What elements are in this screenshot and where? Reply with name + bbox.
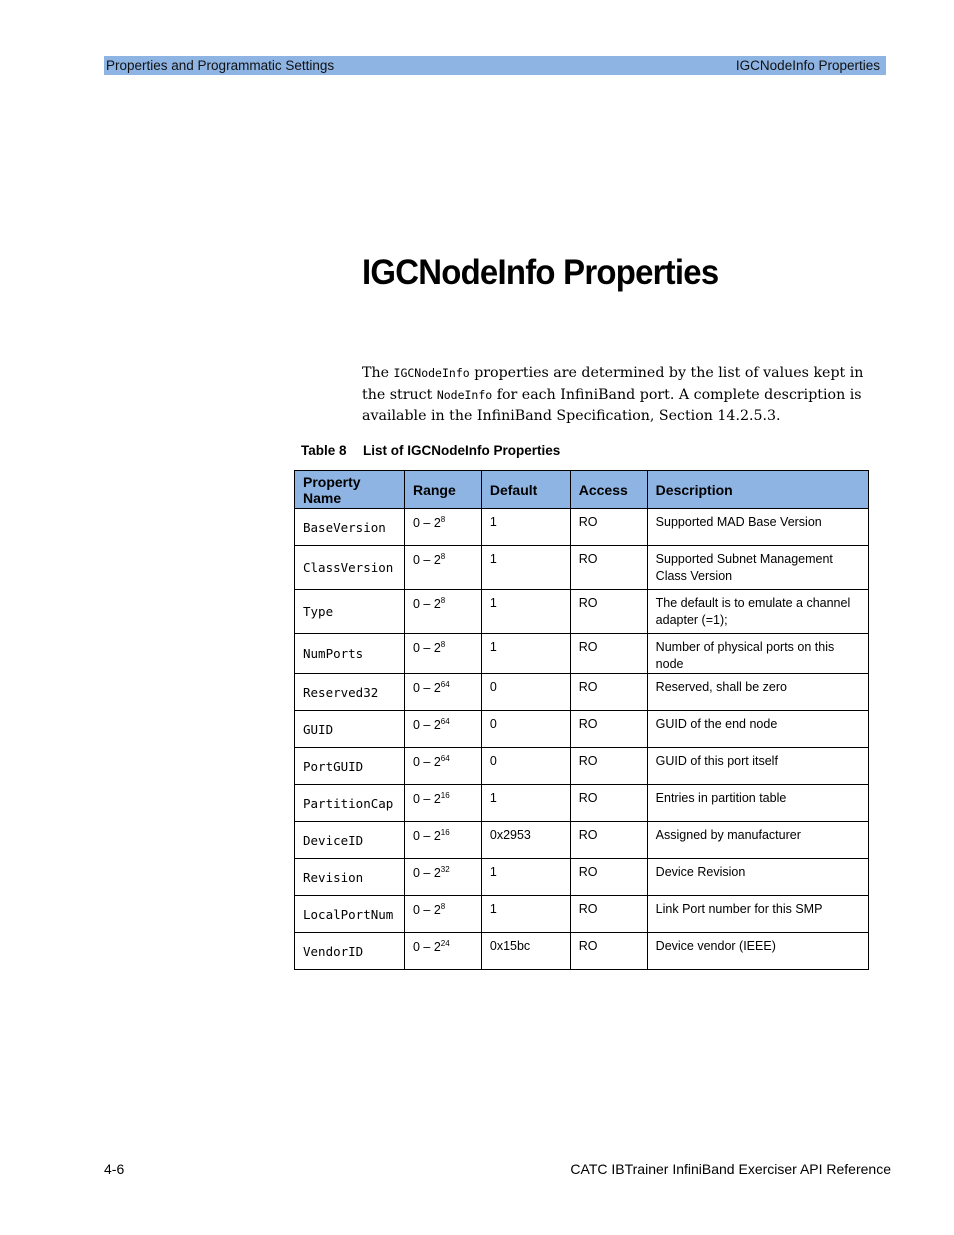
cell-property-name: Reserved32 <box>295 674 405 711</box>
range-base: 0 – 2 <box>412 553 441 568</box>
range-base: 0 – 2 <box>412 903 441 918</box>
intro-code-nodeinfo: NodeInfo <box>436 387 493 402</box>
page-number: 4-6 <box>104 1161 125 1177</box>
cell-property-name: VendorID <box>295 933 405 970</box>
cell-property-name: DeviceID <box>295 822 405 859</box>
cell-range <box>404 590 481 634</box>
cell-description: GUID of the end node <box>647 711 868 748</box>
cell-default: 0 <box>481 711 570 748</box>
range-exponent: 8 <box>440 515 446 524</box>
range-base: 0 – 2 <box>412 597 441 612</box>
cell-property-name: ClassVersion <box>295 546 405 590</box>
cell-access: RO <box>570 711 647 748</box>
cell-property-name: BaseVersion <box>295 509 405 546</box>
range-exponent: 64 <box>440 680 450 689</box>
cell-property-name: NumPorts <box>295 634 405 674</box>
cell-property-name: PartitionCap <box>295 785 405 822</box>
cell-range <box>404 634 481 674</box>
cell-property-name: PortGUID <box>295 748 405 785</box>
table-row <box>295 590 869 634</box>
cell-range <box>404 859 481 896</box>
cell-access: RO <box>570 590 647 634</box>
cell-range <box>404 546 481 590</box>
cell-default: 1 <box>481 896 570 933</box>
table-caption-number: Table 8 <box>301 443 347 458</box>
range-exponent: 32 <box>440 865 450 874</box>
cell-access: RO <box>570 634 647 674</box>
range-base: 0 – 2 <box>412 792 441 807</box>
intro-text-1: The <box>362 365 394 381</box>
table-row <box>295 634 869 674</box>
table-caption <box>301 443 560 458</box>
cell-property-name: GUID <box>295 711 405 748</box>
range-base: 0 – 2 <box>412 718 441 733</box>
table-header-row <box>295 471 869 509</box>
cell-access: RO <box>570 674 647 711</box>
cell-range <box>404 748 481 785</box>
cell-description: The default is to emulate a channel adapter (=1); <box>647 590 868 634</box>
cell-description: Supported Subnet Management Class Version <box>647 546 868 590</box>
cell-access: RO <box>570 822 647 859</box>
footer-document-title: CATC IBTrainer InfiniBand Exerciser API Reference <box>570 1161 891 1177</box>
cell-access: RO <box>570 785 647 822</box>
cell-default: 1 <box>481 785 570 822</box>
table-row <box>295 509 869 546</box>
table-row <box>295 822 869 859</box>
cell-range <box>404 896 481 933</box>
header-description: Description <box>647 471 868 509</box>
cell-description: GUID of this port itself <box>647 748 868 785</box>
cell-access: RO <box>570 933 647 970</box>
cell-default: 0 <box>481 674 570 711</box>
cell-access: RO <box>570 509 647 546</box>
range-base: 0 – 2 <box>412 641 441 656</box>
cell-default: 1 <box>481 509 570 546</box>
range-exponent: 16 <box>440 791 450 800</box>
range-base: 0 – 2 <box>412 681 441 696</box>
cell-description: Entries in partition table <box>647 785 868 822</box>
cell-description: Supported MAD Base Version <box>647 509 868 546</box>
cell-property-name: Revision <box>295 859 405 896</box>
cell-access: RO <box>570 896 647 933</box>
cell-default: 1 <box>481 590 570 634</box>
cell-description: Assigned by manufacturer <box>647 822 868 859</box>
cell-description: Device Revision <box>647 859 868 896</box>
intro-code-igcnodeinfo: IGCNodeInfo <box>393 366 470 380</box>
range-base: 0 – 2 <box>412 829 441 844</box>
header-property-name: Property Name <box>295 471 405 509</box>
cell-default: 0 <box>481 748 570 785</box>
range-base: 0 – 2 <box>412 755 441 770</box>
table-row <box>295 546 869 590</box>
cell-default: 0x2953 <box>481 822 570 859</box>
header-topic-title: IGCNodeInfo Properties <box>735 58 880 73</box>
table-row <box>295 748 869 785</box>
cell-access: RO <box>570 546 647 590</box>
page-title: IGCNodeInfo Properties <box>362 253 719 292</box>
intro-text-2: properties are determined by the list of values kept in the struct <box>362 365 864 403</box>
range-exponent: 64 <box>440 717 450 726</box>
table-row <box>295 933 869 970</box>
table-row <box>295 859 869 896</box>
range-exponent: 8 <box>440 902 446 911</box>
running-header <box>104 56 886 75</box>
header-access: Access <box>570 471 647 509</box>
range-base: 0 – 2 <box>412 866 441 881</box>
range-exponent: 16 <box>440 828 450 837</box>
cell-range <box>404 933 481 970</box>
intro-text-3: for each InfiniBand port. A complete description is available in the InfiniBand Specification, Section 14.2.5.3. <box>362 386 862 424</box>
table-row <box>295 896 869 933</box>
range-exponent: 24 <box>440 939 450 948</box>
range-base: 0 – 2 <box>412 940 441 955</box>
cell-range <box>404 711 481 748</box>
cell-description: Device vendor (IEEE) <box>647 933 868 970</box>
header-range: Range <box>404 471 481 509</box>
cell-range <box>404 509 481 546</box>
table-row <box>295 785 869 822</box>
header-default: Default <box>481 471 570 509</box>
cell-description: Link Port number for this SMP <box>647 896 868 933</box>
cell-property-name: LocalPortNum <box>295 896 405 933</box>
cell-range <box>404 822 481 859</box>
cell-default: 1 <box>481 546 570 590</box>
cell-default: 1 <box>481 859 570 896</box>
cell-description: Number of physical ports on this node <box>647 634 868 674</box>
table-row <box>295 674 869 711</box>
properties-table <box>294 470 869 970</box>
cell-range <box>404 674 481 711</box>
intro-paragraph <box>362 363 882 428</box>
range-exponent: 8 <box>440 640 446 649</box>
table-row <box>295 711 869 748</box>
cell-range <box>404 785 481 822</box>
cell-access: RO <box>570 748 647 785</box>
cell-description: Reserved, shall be zero <box>647 674 868 711</box>
range-exponent: 8 <box>440 596 446 605</box>
table-caption-text: List of IGCNodeInfo Properties <box>363 443 561 458</box>
cell-default: 0x15bc <box>481 933 570 970</box>
cell-property-name: Type <box>295 590 405 634</box>
range-exponent: 64 <box>440 754 450 763</box>
cell-default: 1 <box>481 634 570 674</box>
range-base: 0 – 2 <box>412 516 441 531</box>
range-exponent: 8 <box>440 552 446 561</box>
cell-access: RO <box>570 859 647 896</box>
header-section-title: Properties and Programmatic Settings <box>106 58 335 73</box>
